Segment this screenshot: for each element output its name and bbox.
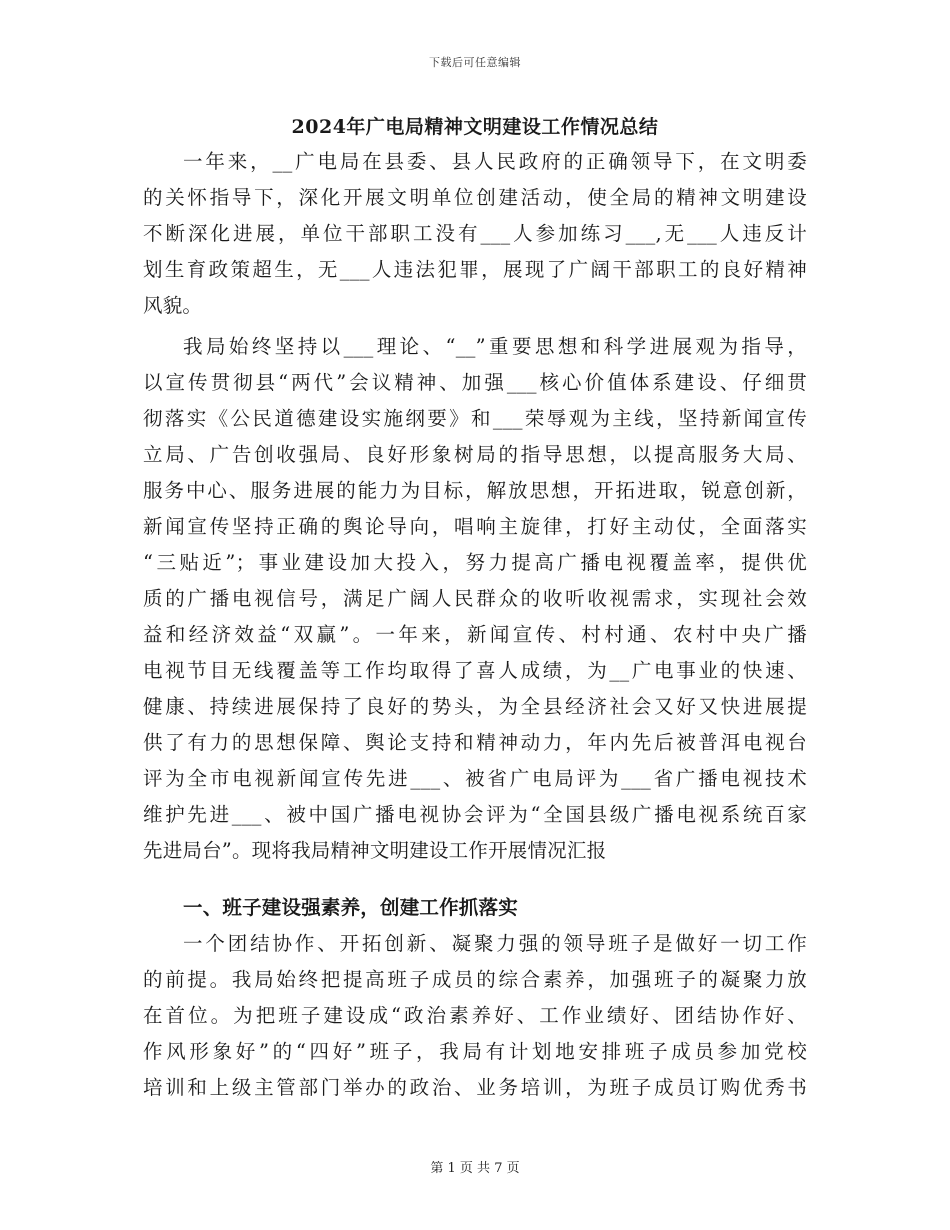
page-number: 第 1 页 共 7 页 <box>430 1161 520 1176</box>
text-line: 先进局台”。现将我局精神文明建设工作开展情况汇报 <box>143 839 607 862</box>
text-line: 划生育政策超生，无___人违法犯罪，展现了广阔干部职工的良好精神 <box>143 258 807 281</box>
text-line: 维护先进___、被中国广播电视协会评为“全国县级广播电视系统百家 <box>143 803 807 826</box>
header-note: 下载后可任意编辑 <box>429 56 521 69</box>
text-line: 立局、广告创收强局、良好形象树局的指导思想，以提高服务大局、 <box>143 443 807 466</box>
text-line: 以宣传贯彻县“两代”会议精神、加强___核心价值体系建设、仔细贯 <box>143 371 807 394</box>
text-line: 电视节目无线覆盖等工作均取得了喜人成绩，为__广电事业的快速、 <box>143 659 807 682</box>
text-line: 一年来，__广电局在县委、县人民政府的正确领导下，在文明委 <box>183 150 807 173</box>
paragraph-leadership <box>143 926 807 1106</box>
text-line: 在首位。为把班子建设成“政治素养好、工作业绩好、团结协作好、 <box>143 1004 807 1027</box>
section-1-heading: 一、班子建设强素养，创建工作抓落实 <box>183 896 518 919</box>
text-line: 健康、持续进展保持了良好的势头，为全县经济社会又好又快进展提 <box>143 695 807 718</box>
text-line: 服务中心、服务进展的能力为目标，解放思想，开拓进取，锐意创新， <box>143 479 807 502</box>
section-heading <box>143 890 807 926</box>
text-line: 风貌。 <box>143 294 203 317</box>
text-line: 作风形象好”的“四好”班子，我局有计划地安排班子成员参加党校 <box>143 1040 807 1063</box>
text-line: 供了有力的思想保障、舆论支持和精神动力，年内先后被普洱电视台 <box>143 731 807 754</box>
paragraph-intro <box>143 144 807 324</box>
text-line: 的关怀指导下，深化开展文明单位创建活动，使全局的精神文明建设 <box>143 186 807 209</box>
text-line: 培训和上级主管部门举办的政治、业务培训，为班子成员订购优秀书 <box>143 1076 807 1099</box>
document-title: 2024年广电局精神文明建设工作情况总结 <box>291 116 659 138</box>
text-line: 一个团结协作、开拓创新、凝聚力强的领导班子是做好一切工作 <box>183 932 807 955</box>
text-line: 质的广播电视信号，满足广阔人民群众的收听收视需求，实现社会效 <box>143 587 807 610</box>
text-line: 彻落实《公民道德建设实施纲要》和___荣辱观为主线，坚持新闻宣传 <box>143 407 807 430</box>
text-line: 新闻宣传坚持正确的舆论导向，唱响主旋律，打好主动仗，全面落实 <box>143 515 807 538</box>
text-line: 评为全市电视新闻宣传先进___、被省广电局评为___省广播电视技术 <box>143 767 807 790</box>
paragraph-guidance <box>143 329 807 869</box>
text-line: 我局始终坚持以___理论、“__”重要思想和科学进展观为指导， <box>183 335 807 358</box>
text-line: 不断深化进展，单位干部职工没有___人参加练习___,无___人违反计 <box>143 222 807 245</box>
text-line: 益和经济效益“双赢”。一年来，新闻宣传、村村通、农村中央广播 <box>143 623 807 646</box>
text-line: 的前提。我局始终把提高班子成员的综合素养，加强班子的凝聚力放 <box>143 968 807 991</box>
text-line: “三贴近”；事业建设加大投入，努力提高广播电视覆盖率，提供优 <box>143 551 807 574</box>
